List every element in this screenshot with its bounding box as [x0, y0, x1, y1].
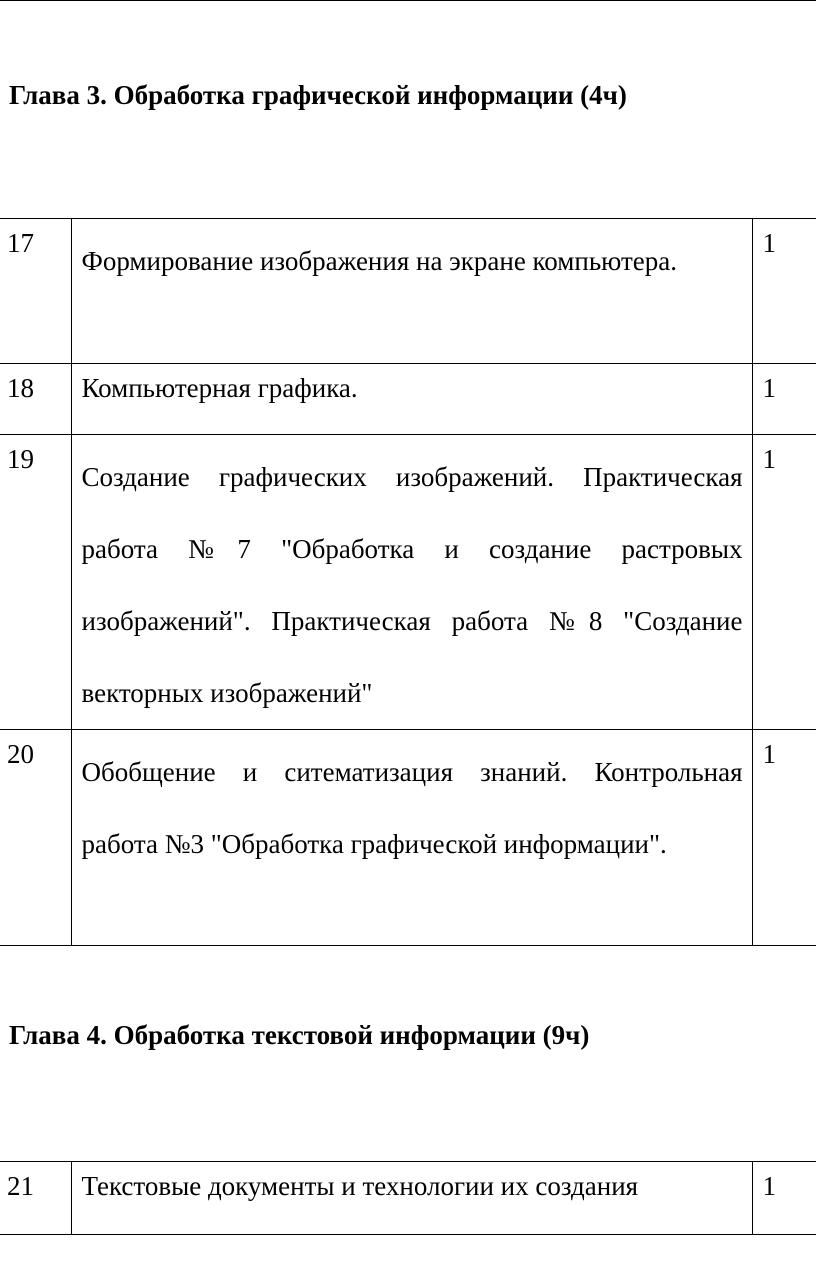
lesson-topic: [71, 364, 752, 435]
table-row: [0, 730, 816, 946]
table-row: [0, 364, 816, 435]
lesson-number: 17: [0, 219, 71, 364]
lesson-topic-text: Обобщение и ситематизация знаний. Контрольная работа №3 "Обработка графической информации".: [81, 757, 743, 859]
chapter-4-heading: Глава 4. Обработка текстовой информации (9ч): [9, 1020, 590, 1050]
lesson-topic: [71, 730, 752, 946]
lesson-hours: 1: [752, 364, 816, 435]
chapter-3-heading: Глава 3. Обработка графической информации (4ч): [9, 80, 627, 110]
lesson-topic: [71, 435, 752, 730]
chapter-4-lessons-table: [0, 1161, 816, 1235]
table-row: [0, 1162, 816, 1235]
table-row: [0, 435, 816, 730]
top-border-line: [0, 0, 816, 1]
lesson-hours: 1: [752, 435, 816, 730]
lesson-topic-text: Компьютерная графика.: [81, 373, 358, 403]
lesson-topic-text: Создание графических изображений. Практическая работа №7 "Обработка и создание растровых изображений". Практическая работа №8 "Создание векторных изображений": [81, 462, 743, 708]
lesson-topic: [71, 1162, 752, 1235]
lesson-number: 19: [0, 435, 71, 730]
lesson-hours: 1: [752, 730, 816, 946]
lesson-number: 18: [0, 364, 71, 435]
lesson-hours: 1: [752, 1162, 816, 1235]
chapter-3-lessons-table: [0, 218, 816, 946]
lesson-hours: 1: [752, 219, 816, 364]
lesson-topic-text: Формирование изображения на экране компьютера.: [81, 246, 677, 276]
lesson-topic: [71, 219, 752, 364]
lesson-topic-text: Текстовые документы и технологии их создания: [81, 1171, 639, 1201]
lesson-number: 20: [0, 730, 71, 946]
lesson-number: 21: [0, 1162, 71, 1235]
table-row: [0, 219, 816, 364]
